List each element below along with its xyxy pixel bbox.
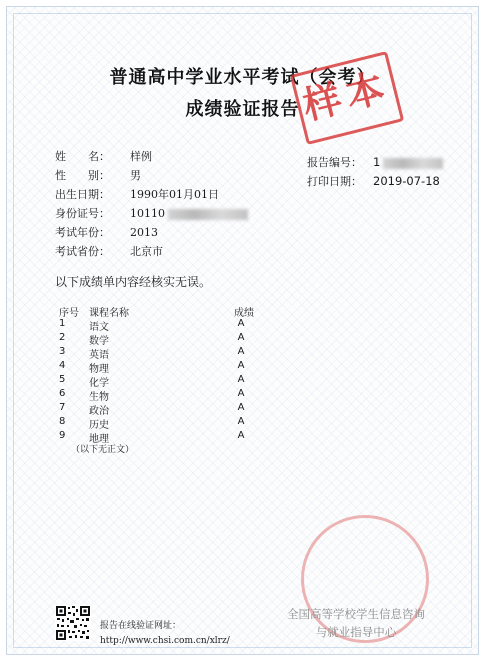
field-value: 2013: [130, 226, 158, 239]
field-label: 报告编号：: [307, 156, 362, 169]
row-no: 2: [59, 332, 66, 343]
row-grade: A: [237, 374, 245, 385]
field-value: 2019-07-18: [373, 174, 440, 188]
row-no: 4: [59, 360, 66, 371]
row-no: 1: [59, 318, 66, 329]
row-grade: A: [237, 430, 245, 441]
field-report-number: [307, 154, 443, 170]
field-value: 1: [373, 155, 381, 169]
row-grade: A: [237, 332, 245, 343]
field-value: 男: [130, 169, 141, 182]
row-no: 8: [59, 416, 66, 427]
header-grade: 成绩: [234, 308, 254, 319]
row-no: 9: [59, 430, 66, 441]
field-exam-province: [55, 243, 163, 259]
row-grade: A: [237, 388, 245, 399]
row-no: 3: [59, 346, 66, 357]
field-label: 身份证号：: [55, 207, 110, 220]
report-paper: [6, 6, 479, 655]
issuing-organization: [263, 605, 449, 641]
report-title: 普通高中学业水平考试（会考）: [109, 67, 376, 88]
row-no: 7: [59, 402, 66, 413]
row-course: 历史: [89, 420, 109, 431]
field-label: 性 别：: [55, 169, 110, 182]
org-line1: 全国高等学校学生信息咨询: [287, 607, 425, 621]
row-course: 化学: [89, 378, 109, 389]
header-no: 序号: [59, 308, 79, 319]
row-no: 6: [59, 388, 66, 399]
header-course: 课程名称: [89, 308, 129, 319]
field-value: 样例: [130, 150, 152, 163]
row-grade: A: [237, 346, 245, 357]
field-value: 1990年01月01日: [130, 188, 219, 201]
verify-label: 报告在线验证网址：: [100, 621, 182, 631]
row-grade: A: [237, 360, 245, 371]
redaction-blur: [383, 158, 443, 169]
field-print-date: [307, 173, 440, 189]
row-no: 5: [59, 374, 66, 385]
field-id-number: [55, 205, 248, 221]
row-course: 政治: [89, 406, 109, 417]
verify-url-link[interactable]: http://www.chsi.com.cn/xlrz/: [100, 636, 230, 646]
field-label: 考试年份：: [55, 226, 110, 239]
row-course: 数学: [89, 336, 109, 347]
field-exam-year: [55, 224, 158, 240]
confirmation-text: 以下成绩单内容经核实无误。: [55, 275, 212, 289]
org-line2: 与就业指导中心: [315, 625, 397, 639]
row-course: 生物: [89, 392, 109, 403]
field-label: 姓 名：: [55, 150, 110, 163]
row-grade: A: [237, 318, 245, 329]
row-course: 语文: [89, 322, 109, 333]
field-gender: [55, 167, 141, 183]
qr-code-icon[interactable]: [55, 605, 91, 641]
field-birthdate: [55, 186, 219, 202]
row-course: 英语: [89, 350, 109, 361]
field-value: 10110: [130, 207, 165, 220]
sample-stamp: 样本: [290, 51, 404, 145]
row-course: 地理: [89, 434, 109, 445]
redaction-blur: [168, 209, 248, 220]
row-grade: A: [237, 416, 245, 427]
row-course: 物理: [89, 364, 109, 375]
row-grade: A: [237, 402, 245, 413]
field-label: 出生日期：: [55, 188, 110, 201]
field-label: 打印日期：: [307, 175, 362, 188]
field-label: 考试省份：: [55, 245, 110, 258]
end-note: （以下无正文）: [71, 445, 135, 455]
report-subtitle: 成绩验证报告: [185, 99, 300, 120]
field-value: 北京市: [130, 245, 163, 258]
field-name: [55, 148, 152, 164]
